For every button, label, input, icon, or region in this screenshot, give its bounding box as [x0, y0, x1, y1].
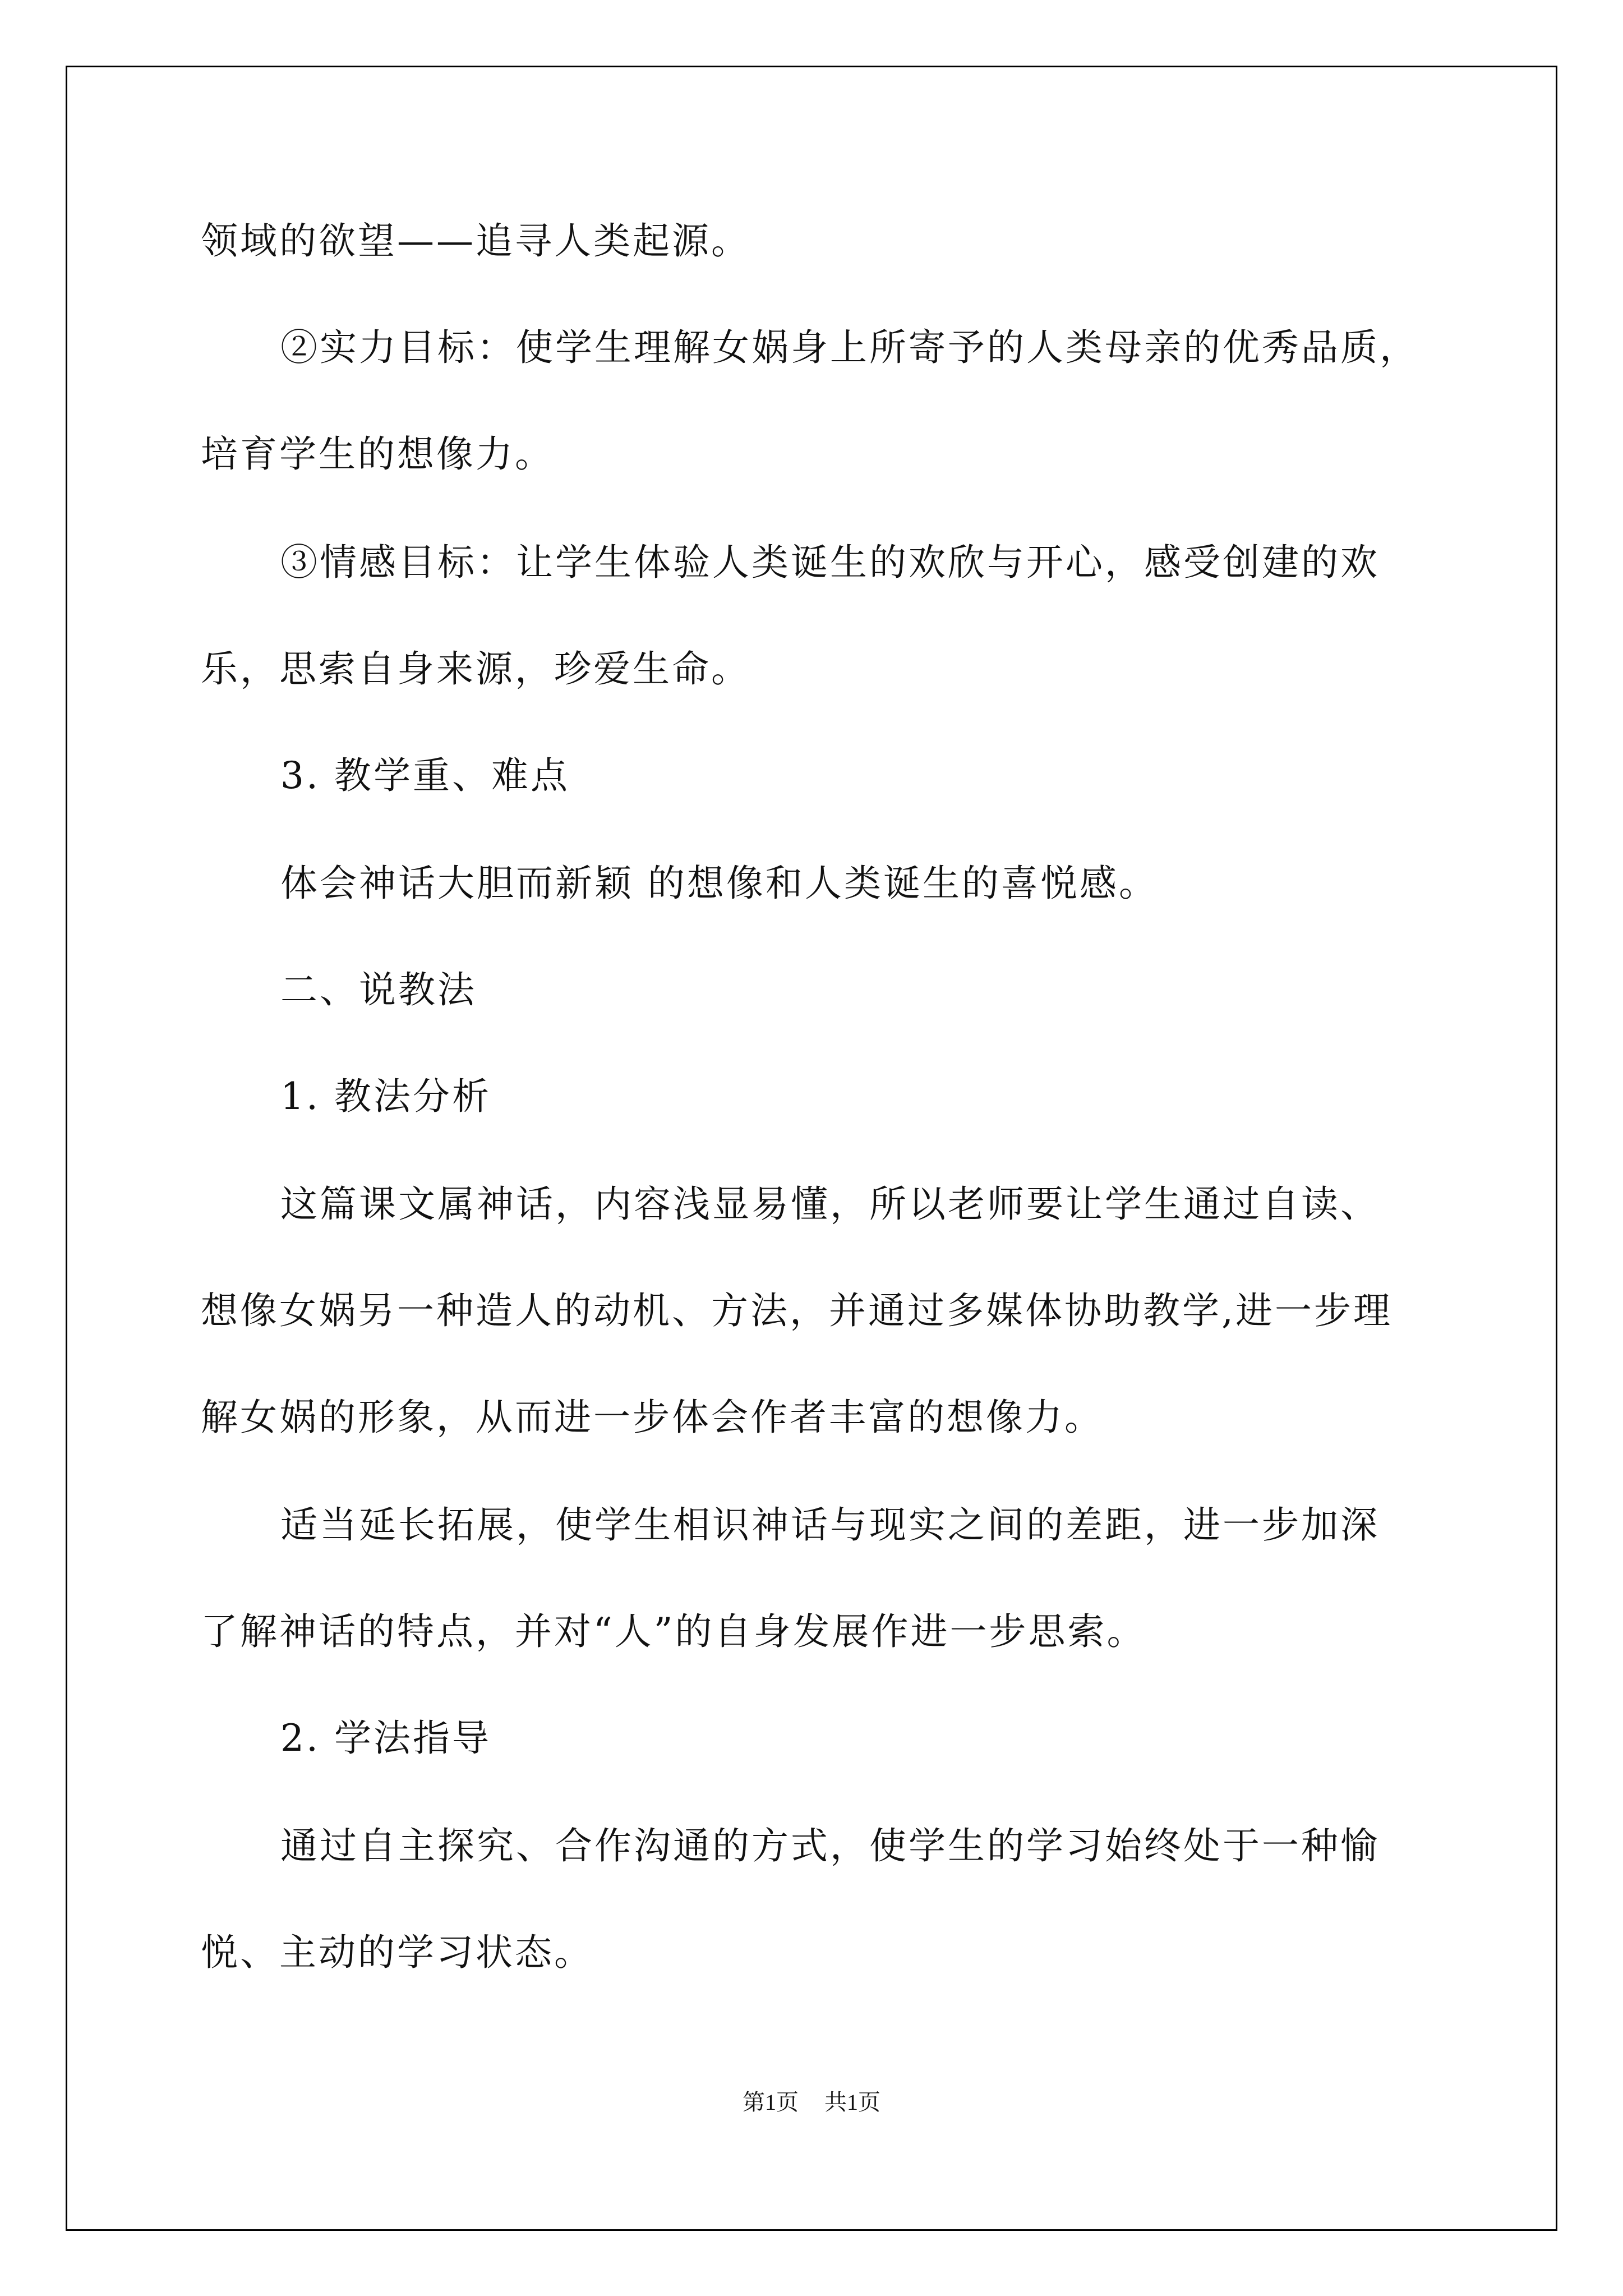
- paragraph-line: 了解神话的特点，并对“人”的自身发展作进一步思索。: [201, 1610, 1146, 1653]
- paragraph-line: ②实力目标：使学生理解女娲身上所寄予的人类母亲的优秀品质，: [280, 326, 1419, 369]
- section-heading: 二、说教法: [280, 968, 477, 1011]
- paragraph-line: ③情感目标：让学生体验人类诞生的欢欣与开心，感受创建的欢: [280, 541, 1380, 584]
- section-heading: 1. 教法分析: [280, 1075, 491, 1118]
- paragraph-line: 乐，思索自身来源，珍爱生命。: [201, 647, 750, 691]
- paragraph-line: 解女娲的形象，从而进一步体会作者丰富的想像力。: [201, 1396, 1104, 1439]
- page-footer: [0, 2089, 1623, 2116]
- paragraph-line: 想像女娲另一种造人的动机、方法，并通过多媒体协助教学,进一步理: [201, 1289, 1393, 1332]
- paragraph-line: 培育学生的想像力。: [201, 432, 554, 476]
- page-border: [66, 66, 1557, 2231]
- paragraph-line: 领域的欲望——追寻人类起源。: [201, 219, 750, 263]
- paragraph-line: 体会神话大胆而新颖 的想像和人类诞生的喜悦感。: [280, 862, 1158, 905]
- paragraph-line: 通过自主探究、合作沟通的方式，使学生的学习始终处于一种愉: [280, 1824, 1380, 1867]
- paragraph-line: 适当延长拓展，使学生相识神话与现实之间的差距，进一步加深: [280, 1503, 1380, 1547]
- section-heading: 3. 教学重、难点: [280, 754, 570, 797]
- page-number-total: 共1页: [824, 2090, 880, 2115]
- section-heading: 2. 学法指导: [280, 1717, 491, 1760]
- paragraph-line: 悦、主动的学习状态。: [201, 1931, 593, 1974]
- paragraph-line: 这篇课文属神话，内容浅显易懂，所以老师要让学生通过自读、: [280, 1182, 1380, 1226]
- page-number-current: 第1页: [743, 2090, 799, 2115]
